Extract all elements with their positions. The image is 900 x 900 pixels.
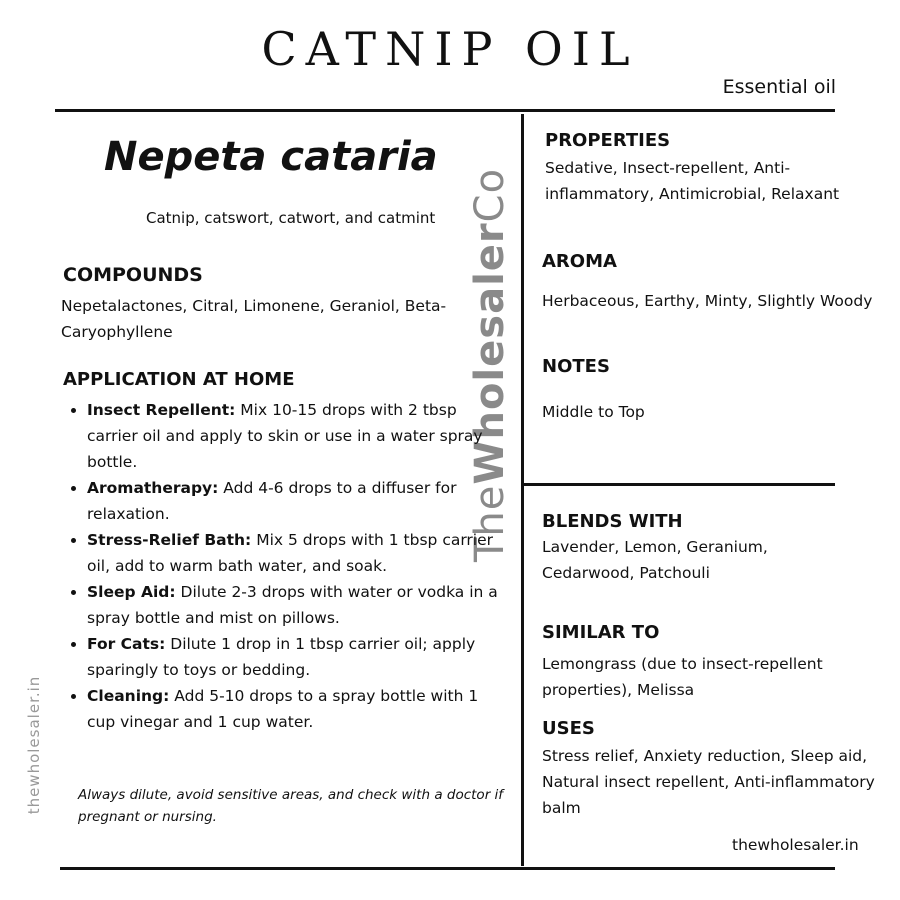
list-item: • Sleep Aid: Dilute 2-3 drops with water or vodka in a spray bottle and mist on pillows. [87, 579, 503, 631]
top-divider [55, 109, 835, 112]
notes-text: Middle to Top [542, 403, 645, 421]
page-title: CATNIP OIL [261, 22, 639, 76]
notes-heading: NOTES [542, 356, 610, 377]
notes-section [542, 356, 882, 425]
list-item: • Aromatherapy: Add 4-6 drops to a diffuser for relaxation. [87, 475, 503, 527]
properties-text: Sedative, Insect-repellent, Anti-inflammatory, Antimicrobial, Relaxant [545, 159, 840, 203]
common-names: Catnip, catswort, catwort, and catmint [146, 209, 436, 227]
blends-heading: BLENDS WITH [542, 511, 683, 532]
aroma-section [542, 251, 887, 314]
properties-section [545, 130, 885, 207]
blends-text: Lavender, Lemon, Geranium, Cedarwood, Patchouli [542, 538, 768, 582]
properties-heading: PROPERTIES [545, 130, 671, 151]
column-divider [521, 114, 524, 866]
list-item: • Cleaning: Add 5-10 drops to a spray bottle with 1 cup vinegar and 1 cup water. [87, 683, 503, 735]
compounds-heading: COMPOUNDS [63, 264, 203, 286]
application-section [63, 369, 503, 735]
uses-section [542, 718, 892, 821]
blends-section [542, 511, 822, 586]
list-item: • Insect Repellent: Mix 10-15 drops with 2 tbsp carrier oil and apply to skin or use in a water spray bottle. [87, 397, 503, 475]
bottom-divider [60, 867, 835, 870]
compounds-section [63, 264, 473, 345]
list-item: • Stress-Relief Bath: Mix 5 drops with 1 tbsp carrier oil, add to warm bath water, and soak. [87, 527, 503, 579]
similar-text: Lemongrass (due to insect-repellent properties), Melissa [542, 655, 823, 699]
aroma-heading: AROMA [542, 251, 617, 272]
footer-url: thewholesaler.in [732, 836, 859, 854]
uses-heading: USES [542, 718, 595, 739]
similar-section [542, 622, 862, 703]
application-heading: APPLICATION AT HOME [63, 369, 295, 390]
subtitle: Essential oil [722, 76, 836, 98]
list-item: • For Cats: Dilute 1 drop in 1 tbsp carrier oil; apply sparingly to toys or bedding. [87, 631, 503, 683]
uses-text: Stress relief, Anxiety reduction, Sleep aid, Natural insect repellent, Anti-inflammatory balm [542, 747, 875, 817]
caution-note: Always dilute, avoid sensitive areas, and check with a doctor if pregnant or nursing. [78, 787, 504, 825]
watermark: TheWholesalerCo [467, 167, 513, 563]
right-divider [522, 483, 835, 486]
species-name: Nepeta cataria [104, 134, 438, 180]
compounds-text: Nepetalactones, Citral, Limonene, Geraniol, Beta-Caryophyllene [61, 297, 447, 341]
aroma-text: Herbaceous, Earthy, Minty, Slightly Woody [542, 292, 873, 310]
similar-heading: SIMILAR TO [542, 622, 660, 643]
application-list [63, 397, 503, 735]
side-url: thewholesaler.in [25, 675, 43, 815]
